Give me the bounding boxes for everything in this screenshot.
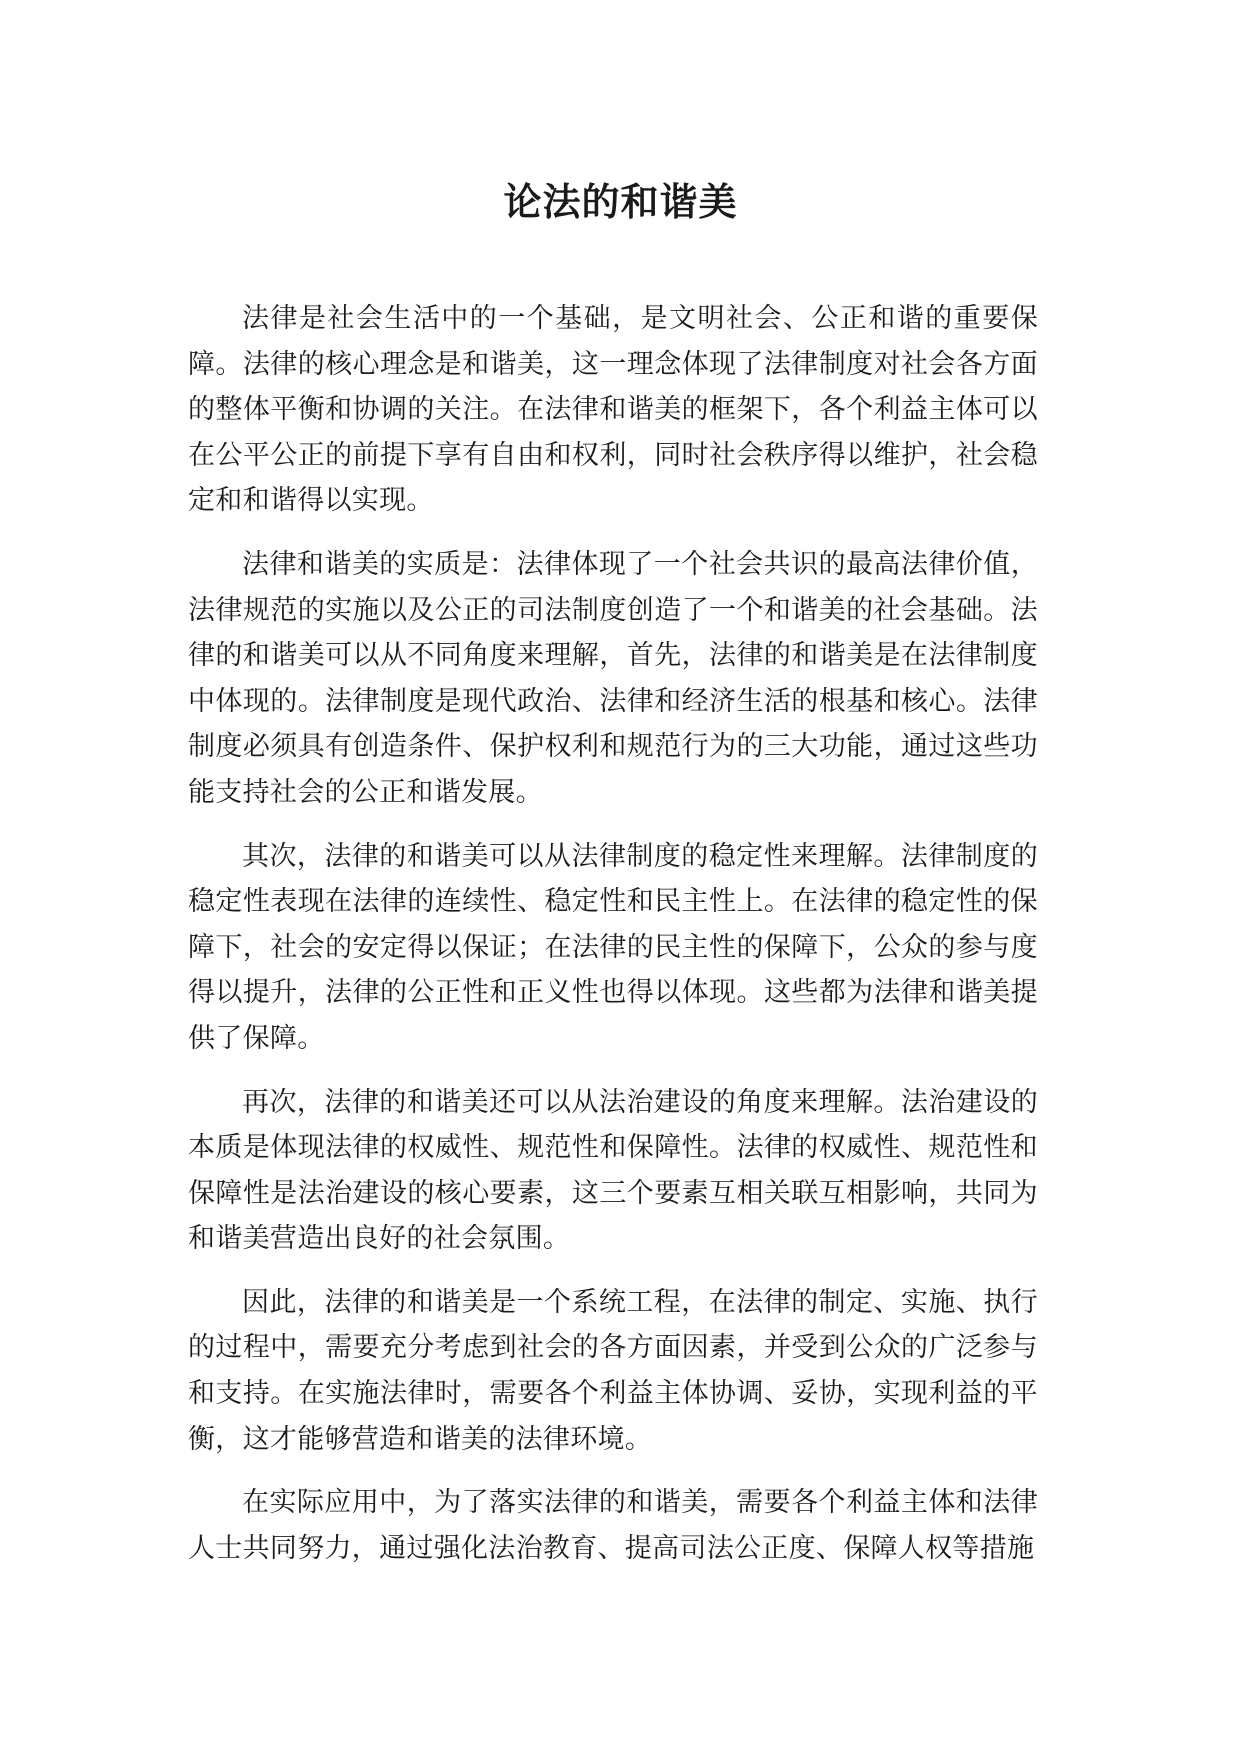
paragraph-6: 在实际应用中，为了落实法律的和谐美，需要各个利益主体和法律人士共同努力，通过强化法治教育、提高司法公正度、保障人权等措施	[188, 1487, 1038, 1564]
document-title: 论法的和谐美	[503, 180, 738, 224]
paragraph-2: 法律和谐美的实质是：法律体现了一个社会共识的最高法律价值，法律规范的实施以及公正的司法制度创造了一个和谐美的社会基础。法律的和谐美可以从不同角度来理解，首先，法律的和谐美是在法律制度中体现的。法律制度是现代政治、法律和经济生活的根基和核心。法律制度必须具有创造条件、保护权利和规范行为的三大功能，通过这些功能支持社会的公正和谐发展。	[188, 548, 1038, 808]
paragraph-3: 其次，法律的和谐美可以从法律制度的稳定性来理解。法律制度的稳定性表现在法律的连续性、稳定性和民主性上。在法律的稳定性的保障下，社会的安定得以保证；在法律的民主性的保障下，公众的参与度得以提升，法律的公正性和正义性也得以体现。这些都为法律和谐美提供了保障。	[188, 840, 1038, 1054]
paragraph-5: 因此，法律的和谐美是一个系统工程，在法律的制定、实施、执行的过程中，需要充分考虑到社会的各方面因素，并受到公众的广泛参与和支持。在实施法律时，需要各个利益主体协调、妥协，实现利益的平衡，这才能够营造和谐美的法律环境。	[188, 1286, 1038, 1455]
document-body	[188, 296, 1038, 1589]
paragraph-1: 法律是社会生活中的一个基础，是文明社会、公正和谐的重要保障。法律的核心理念是和谐美，这一理念体现了法律制度对社会各方面的整体平衡和协调的关注。在法律和谐美的框架下，各个利益主体可以在公平公正的前提下享有自由和权利，同时社会秩序得以维护，社会稳定和和谐得以实现。	[188, 303, 1038, 517]
paragraph-4: 再次，法律的和谐美还可以从法治建设的角度来理解。法治建设的本质是体现法律的权威性、规范性和保障性。法律的权威性、规范性和保障性是法治建设的核心要素，这三个要素互相关联互相影响，共同为和谐美营造出良好的社会氛围。	[188, 1086, 1038, 1255]
